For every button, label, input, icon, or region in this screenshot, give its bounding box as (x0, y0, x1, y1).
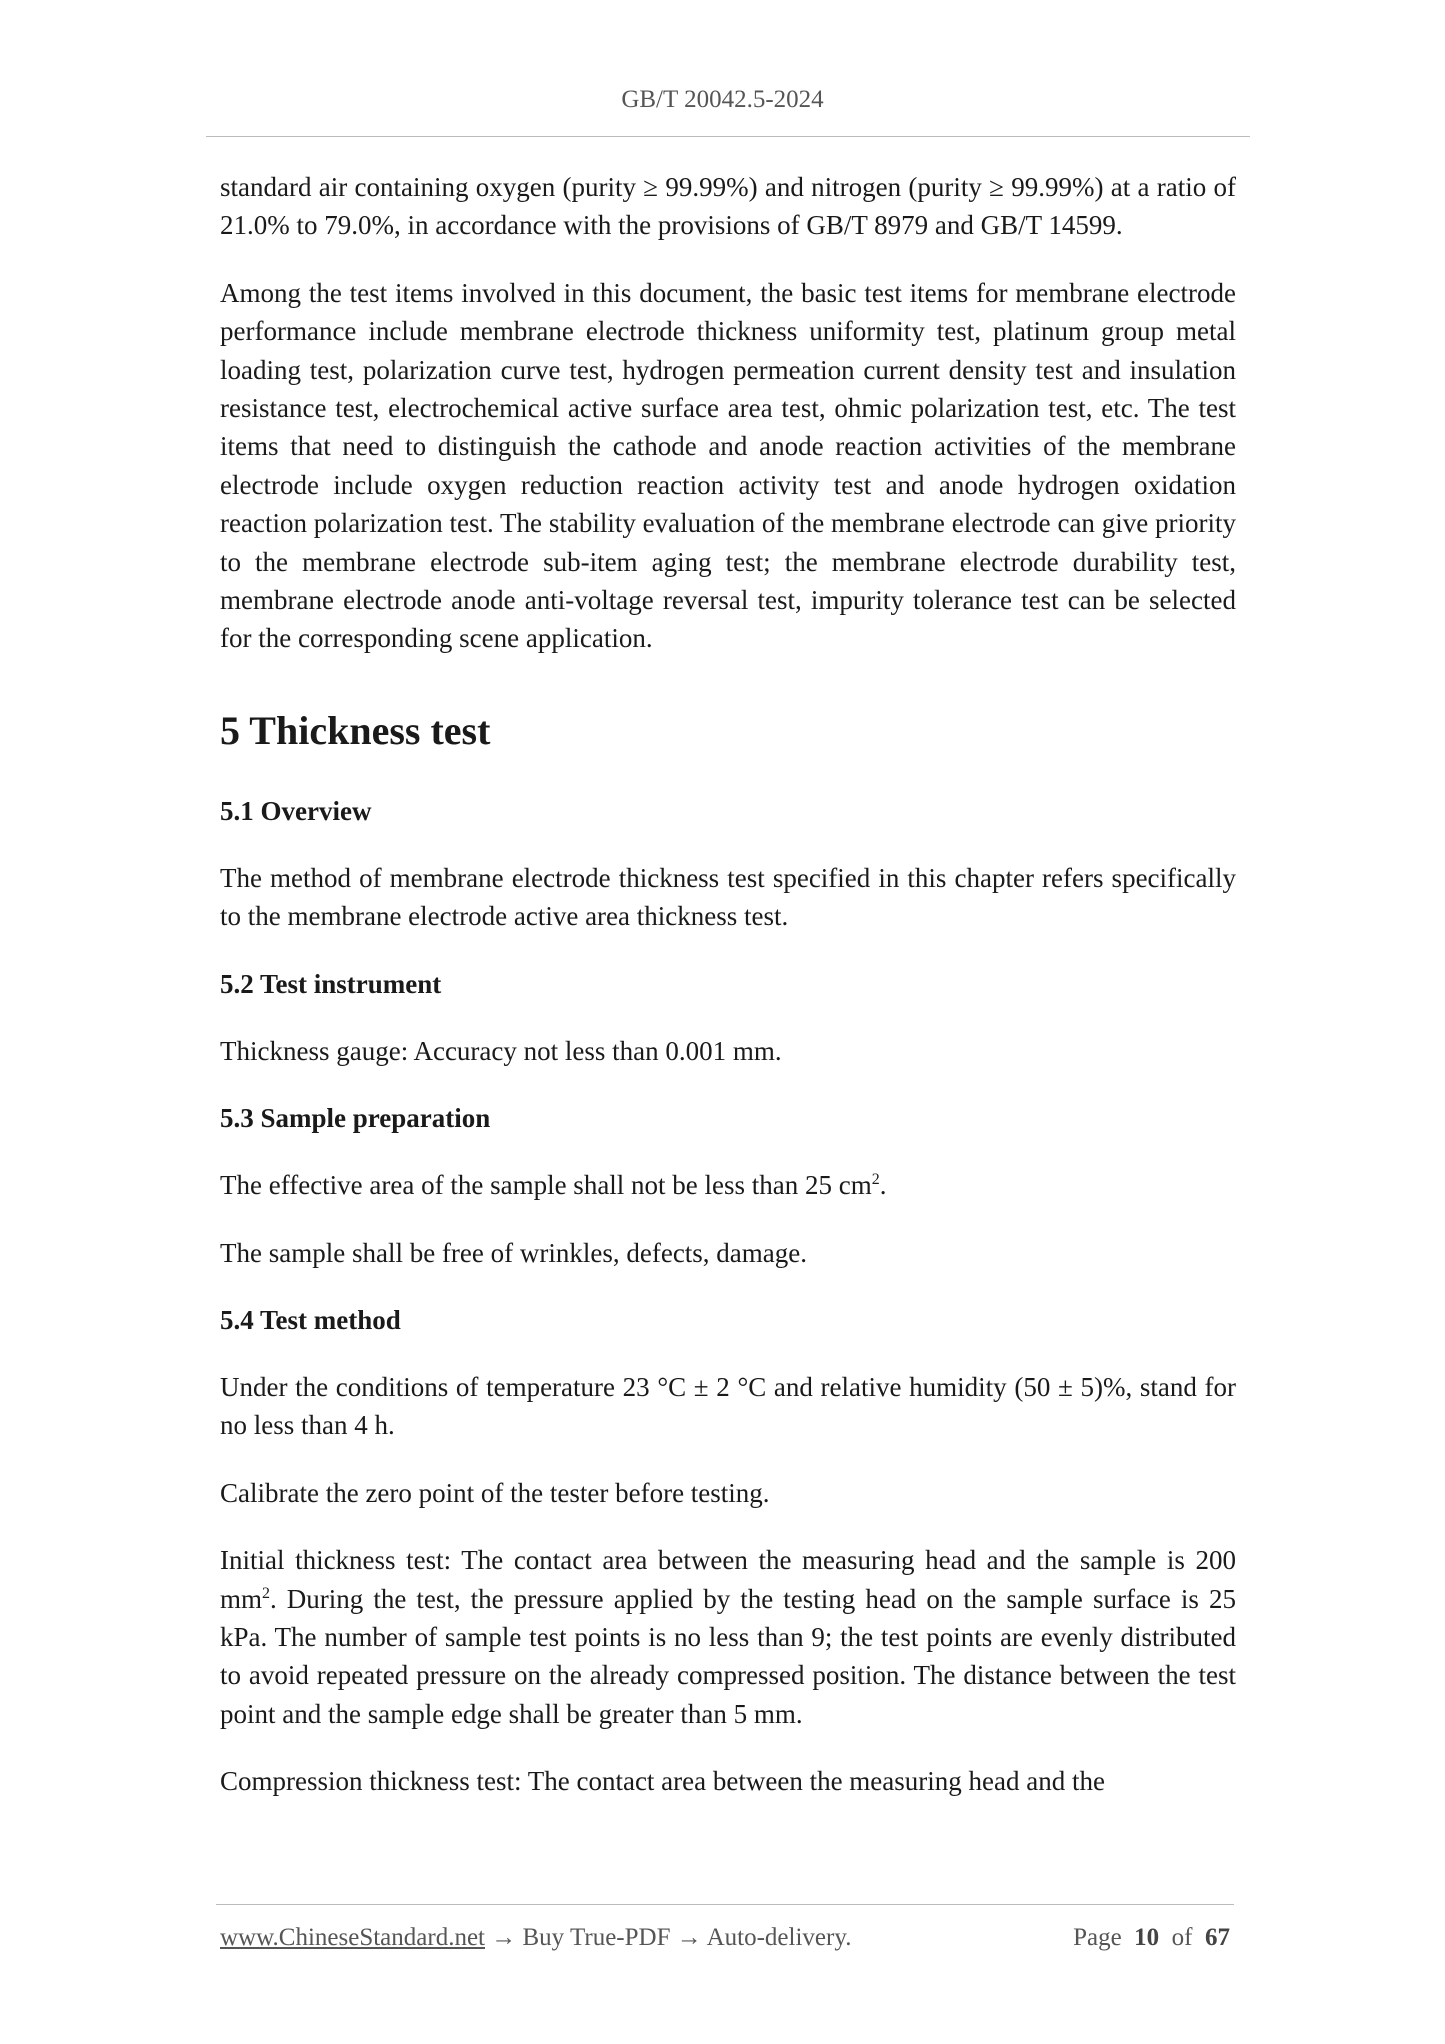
page-header: GB/T 20042.5-2024 (621, 86, 824, 113)
section-5-3-text-condition: The sample shall be free of wrinkles, defects, damage. (220, 1237, 808, 1268)
area-text: The effective area of the sample shall not be less than 25 cm (220, 1170, 872, 1201)
page-indicator (1073, 1924, 1230, 1952)
section-5-heading: 5 Thickness test (220, 707, 491, 753)
section-5-4-heading: 5.4 Test method (220, 1304, 401, 1335)
section-5-1-text: The method of membrane electrode thickness test specified in this chapter refers specifically to the membrane electrode active area thickness test. (220, 862, 1236, 932)
section-5-1-heading: 5.1 Overview (220, 795, 372, 826)
area-text-end: . (879, 1170, 887, 1201)
site-link[interactable]: www.ChineseStandard.net (220, 1924, 485, 1951)
footer-divider (216, 1904, 1234, 1905)
area-superscript: 2 (871, 1171, 880, 1189)
header-divider (206, 136, 1250, 137)
initial-text: Initial thickness test: The contact area between the measuring head and the sample is 200 mm (220, 1545, 1236, 1614)
section-5-4-text-calibrate: Calibrate the zero point of the tester before testing. (220, 1477, 770, 1508)
section-5-2-text: Thickness gauge: Accuracy not less than 0.001 mm. (220, 1035, 782, 1066)
section-5-4-text-conditions: Under the conditions of temperature 23 °C ± 2 °C and relative humidity (50 ± 5)%, stand for no less than 4 h. (220, 1371, 1236, 1441)
document-body (220, 168, 1236, 1830)
page-number: 10 (1134, 1924, 1160, 1951)
section-5-3-heading: 5.3 Sample preparation (220, 1103, 491, 1134)
section-5-4-text-compression: Compression thickness test: The contact area between the measuring head and the (220, 1766, 1105, 1797)
test-items-paragraph: Among the test items involved in this document, the basic test items for membrane electrode performance include membrane electrode thickness uniformity test, platinum group metal loading test, polarization curve test, hydrogen permeation current density test and insulation resistance test, electrochemical active surface area test, ohmic polarization test, etc. The test items that need to distinguish the cathode and anode reaction activities of the membrane electrode include oxygen reduction reaction activity test and anode hydrogen oxidation reaction polarization test. The stability evaluation of the membrane electrode can give priority to the membrane electrode sub-item aging test; the membrane electrode durability test, membrane electrode anode anti-voltage reversal test, impurity tolerance test can be selected for the corresponding scene application. (220, 277, 1236, 654)
page-label: Page (1073, 1924, 1122, 1951)
section-5-2-heading: 5.2 Test instrument (220, 968, 442, 999)
section-5-4-text-initial (220, 1541, 1236, 1733)
initial-text-end: . During the test, the pressure applied by the testing head on the sample surface is 25 kPa. The number of sample test points is no less than 9; the test points are evenly distributed to avoid repeated pressure on the already compressed position. The distance between the test point and the sample edge shall be greater than 5 mm. (220, 1583, 1236, 1729)
of-label: of (1171, 1924, 1193, 1951)
page-footer (220, 1924, 1230, 1952)
footer-tagline: → Buy True-PDF → Auto-delivery. (485, 1924, 852, 1951)
initial-superscript: 2 (262, 1584, 271, 1602)
intro-paragraph: standard air containing oxygen (purity ≥ 99.99%) and nitrogen (purity ≥ 99.99%) at a ratio of 21.0% to 79.0%, in accordance with the provisions of GB/T 8979 and GB/T 14599. (220, 172, 1236, 241)
section-5-3-text-area (220, 1166, 1236, 1204)
page-total: 67 (1205, 1924, 1230, 1951)
